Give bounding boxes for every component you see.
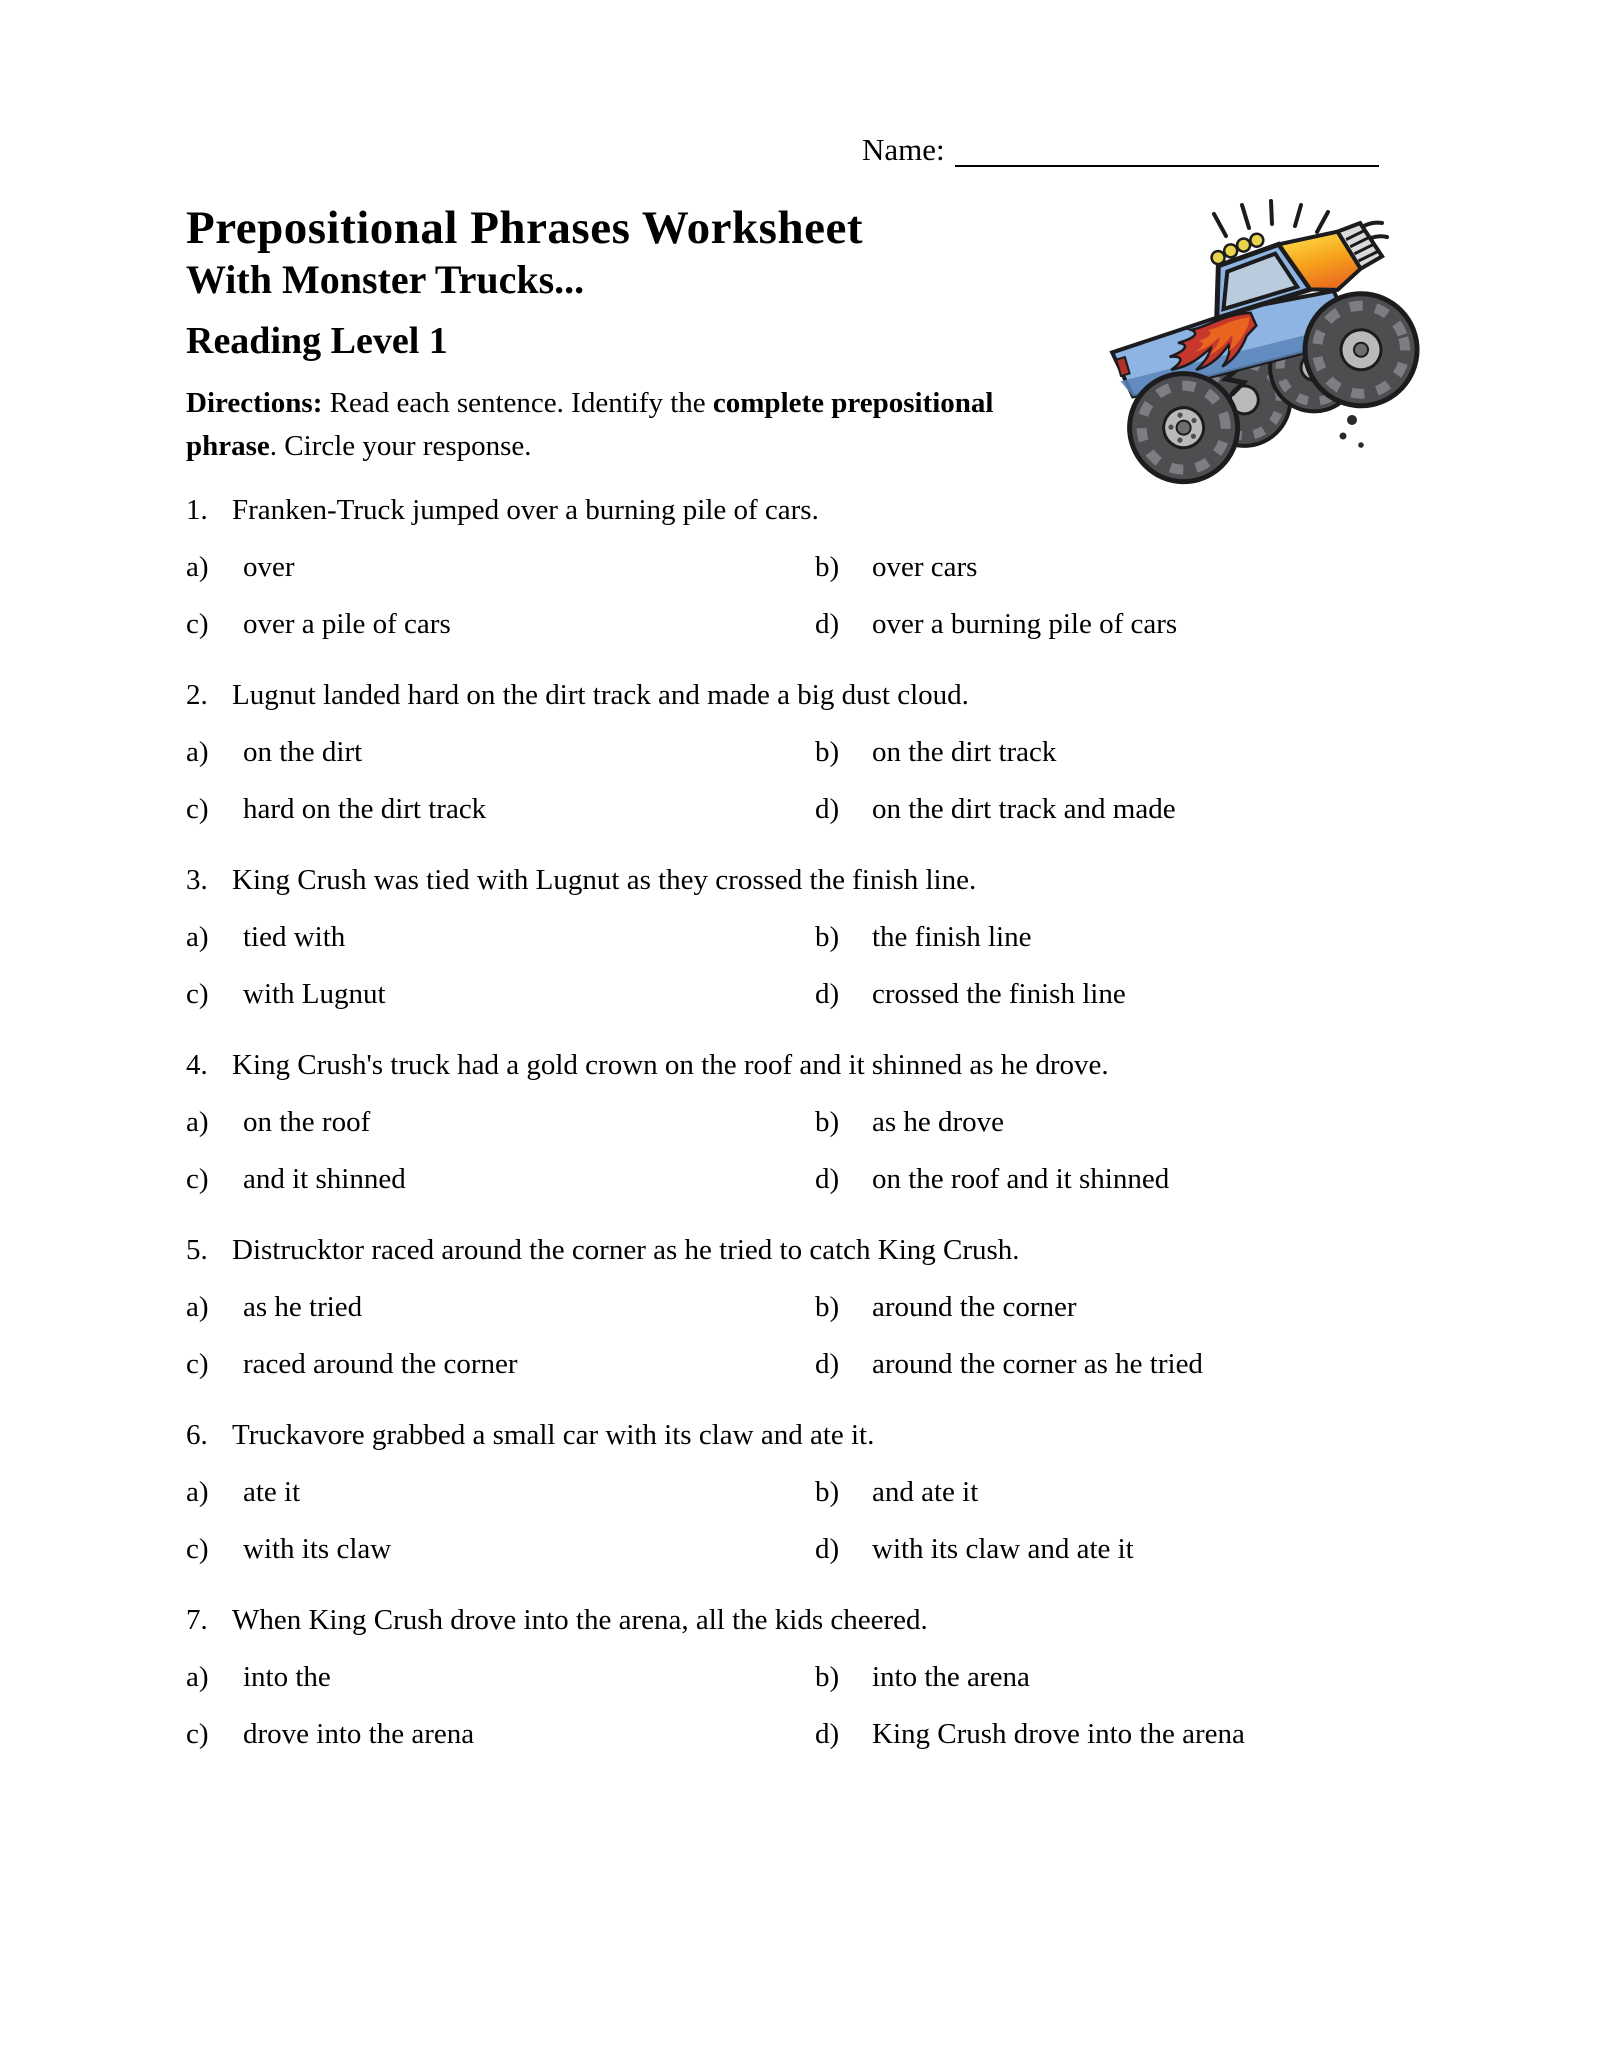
name-label: Name: bbox=[862, 132, 945, 167]
question-number: 3. bbox=[186, 864, 208, 896]
question-6 bbox=[186, 1419, 1436, 1566]
option-letter: d) bbox=[815, 978, 840, 1010]
option-1b[interactable] bbox=[815, 551, 1436, 584]
option-1d[interactable] bbox=[815, 608, 1436, 641]
option-4c[interactable] bbox=[186, 1163, 815, 1196]
option-letter: a) bbox=[186, 551, 209, 583]
option-letter: b) bbox=[815, 1291, 840, 1323]
option-5c[interactable] bbox=[186, 1348, 815, 1381]
question-text: Truckavore grabbed a small car with its claw and ate it. bbox=[232, 1419, 875, 1451]
option-3d[interactable] bbox=[815, 978, 1436, 1011]
option-1c[interactable] bbox=[186, 608, 815, 641]
option-2b[interactable] bbox=[815, 736, 1436, 769]
question-5 bbox=[186, 1234, 1436, 1381]
option-text: on the dirt track and made bbox=[872, 793, 1176, 825]
question-number: 1. bbox=[186, 494, 208, 526]
option-text: tied with bbox=[243, 921, 346, 953]
option-text: hard on the dirt track bbox=[243, 793, 487, 825]
option-text: crossed the finish line bbox=[872, 978, 1126, 1010]
option-letter: b) bbox=[815, 551, 840, 583]
option-4a[interactable] bbox=[186, 1106, 815, 1139]
option-3b[interactable] bbox=[815, 921, 1436, 954]
option-text: over a pile of cars bbox=[243, 608, 451, 640]
option-5d[interactable] bbox=[815, 1348, 1436, 1381]
reading-level: Reading Level 1 bbox=[186, 320, 448, 362]
option-letter: a) bbox=[186, 1291, 209, 1323]
option-text: on the roof and it shinned bbox=[872, 1163, 1170, 1195]
option-letter: d) bbox=[815, 1163, 840, 1195]
option-letter: c) bbox=[186, 1348, 209, 1380]
option-2c[interactable] bbox=[186, 793, 815, 826]
option-text: with its claw bbox=[243, 1533, 392, 1565]
option-text: and ate it bbox=[872, 1476, 979, 1508]
question-text: When King Crush drove into the arena, all the kids cheered. bbox=[232, 1604, 928, 1636]
option-7d[interactable] bbox=[815, 1718, 1436, 1751]
option-text: with its claw and ate it bbox=[872, 1533, 1134, 1565]
option-text: as he drove bbox=[872, 1106, 1005, 1138]
option-7a[interactable] bbox=[186, 1661, 815, 1694]
option-2a[interactable] bbox=[186, 736, 815, 769]
option-letter: d) bbox=[815, 1533, 840, 1565]
option-letter: c) bbox=[186, 1718, 209, 1750]
option-2d[interactable] bbox=[815, 793, 1436, 826]
option-letter: b) bbox=[815, 736, 840, 768]
option-letter: a) bbox=[186, 921, 209, 953]
option-letter: d) bbox=[815, 1718, 840, 1750]
option-text: over a burning pile of cars bbox=[872, 608, 1178, 640]
directions-line-2: phrase. Circle your response. bbox=[186, 430, 532, 462]
name-field[interactable] bbox=[862, 134, 1379, 167]
question-number: 5. bbox=[186, 1234, 208, 1266]
page-subtitle: With Monster Trucks... bbox=[186, 257, 585, 302]
option-6a[interactable] bbox=[186, 1476, 815, 1509]
name-blank-line[interactable] bbox=[955, 135, 1379, 167]
option-letter: d) bbox=[815, 608, 840, 640]
option-text: ate it bbox=[243, 1476, 301, 1508]
worksheet-content bbox=[186, 202, 1436, 1789]
option-text: around the corner bbox=[872, 1291, 1077, 1323]
option-letter: a) bbox=[186, 736, 209, 768]
option-letter: b) bbox=[815, 1106, 840, 1138]
option-text: and it shinned bbox=[243, 1163, 406, 1195]
option-5a[interactable] bbox=[186, 1291, 815, 1324]
option-6d[interactable] bbox=[815, 1533, 1436, 1566]
option-letter: a) bbox=[186, 1106, 209, 1138]
option-text: King Crush drove into the arena bbox=[872, 1718, 1245, 1750]
question-text: King Crush's truck had a gold crown on the roof and it shinned as he drove. bbox=[232, 1049, 1109, 1081]
option-6b[interactable] bbox=[815, 1476, 1436, 1509]
option-7c[interactable] bbox=[186, 1718, 815, 1751]
option-letter: a) bbox=[186, 1661, 209, 1693]
option-6c[interactable] bbox=[186, 1533, 815, 1566]
option-text: into the bbox=[243, 1661, 331, 1693]
question-7 bbox=[186, 1604, 1436, 1751]
question-text: Distrucktor raced around the corner as he tried to catch King Crush. bbox=[232, 1234, 1020, 1266]
option-text: on the dirt bbox=[243, 736, 363, 768]
option-4b[interactable] bbox=[815, 1106, 1436, 1139]
question-number: 2. bbox=[186, 679, 208, 711]
question-text: Franken-Truck jumped over a burning pile of cars. bbox=[232, 494, 819, 526]
option-text: as he tried bbox=[243, 1291, 363, 1323]
option-letter: b) bbox=[815, 921, 840, 953]
question-2 bbox=[186, 679, 1436, 826]
option-4d[interactable] bbox=[815, 1163, 1436, 1196]
option-3c[interactable] bbox=[186, 978, 815, 1011]
question-3 bbox=[186, 864, 1436, 1011]
option-letter: c) bbox=[186, 978, 209, 1010]
question-4 bbox=[186, 1049, 1436, 1196]
directions-label: Directions: bbox=[186, 387, 323, 419]
question-number: 7. bbox=[186, 1604, 208, 1636]
option-letter: b) bbox=[815, 1476, 840, 1508]
option-letter: d) bbox=[815, 1348, 840, 1380]
question-number: 6. bbox=[186, 1419, 208, 1451]
option-text: over cars bbox=[872, 551, 978, 583]
option-letter: c) bbox=[186, 1163, 209, 1195]
directions-line-1: Directions: Read each sentence. Identify the complete prepositional bbox=[186, 387, 994, 419]
option-letter: d) bbox=[815, 793, 840, 825]
option-text: around the corner as he tried bbox=[872, 1348, 1203, 1380]
question-text: King Crush was tied with Lugnut as they crossed the finish line. bbox=[232, 864, 977, 896]
option-1a[interactable] bbox=[186, 551, 815, 584]
option-text: over bbox=[243, 551, 295, 583]
directions bbox=[186, 382, 1116, 468]
question-number: 4. bbox=[186, 1049, 208, 1081]
option-text: with Lugnut bbox=[243, 978, 386, 1010]
option-text: into the arena bbox=[872, 1661, 1030, 1693]
option-7b[interactable] bbox=[815, 1661, 1436, 1694]
option-5b[interactable] bbox=[815, 1291, 1436, 1324]
option-letter: b) bbox=[815, 1661, 840, 1693]
question-list bbox=[186, 494, 1436, 1751]
option-3a[interactable] bbox=[186, 921, 815, 954]
option-text: the finish line bbox=[872, 921, 1032, 953]
option-letter: c) bbox=[186, 1533, 209, 1565]
question-text: Lugnut landed hard on the dirt track and made a big dust cloud. bbox=[232, 679, 969, 711]
option-text: on the dirt track bbox=[872, 736, 1057, 768]
option-letter: c) bbox=[186, 608, 209, 640]
question-1 bbox=[186, 494, 1436, 641]
option-text: drove into the arena bbox=[243, 1718, 475, 1750]
page-title: Prepositional Phrases Worksheet bbox=[186, 202, 863, 254]
option-letter: c) bbox=[186, 793, 209, 825]
option-letter: a) bbox=[186, 1476, 209, 1508]
option-text: on the roof bbox=[243, 1106, 371, 1138]
option-text: raced around the corner bbox=[243, 1348, 518, 1380]
